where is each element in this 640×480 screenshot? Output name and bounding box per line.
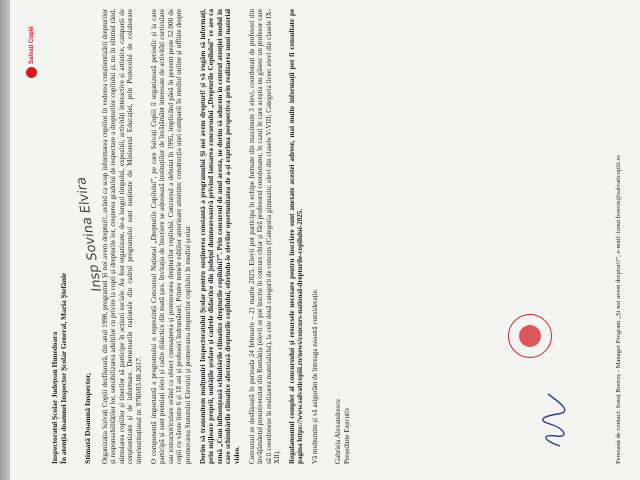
letter-paper: [10, 0, 640, 480]
signature-block: [334, 9, 352, 464]
letter-body: [28, 9, 352, 464]
contact-footer: Persoană de contact: Ionuț Boeroș - Manager Program „Și noi avem drepturi!”, e-mail: ionut.boeros@salvaticopiii.ro: [615, 155, 622, 464]
paragraph-3: Dorim să transmitem mulțumiri Inspectoratului Școlar pentru susținerea constantă a programului Și noi avem drepturi! și vă rugăm să informați, prin mijloace proprii, unitățile școlare și cadrele didactice din județul dumneavoastră privind lansarea concursului „Drepturile Copilului” ce are ca temă „Cum influențează schimbările climatice drepturile copilului?”. Prin concursul de anul acesta, ne dorim să aducem în centrul atenției modul în care schimbările climatice afectează drepturile copilului, oferindu-le elevilor oportunitatea de a-și exprima perspectiva prin realizarea unui material video.: [198, 9, 241, 464]
handwritten-note: Insp Sovina Elvira: [74, 175, 105, 293]
paragraph-2: O componentă importantă a programului o reprezintă Concursul Național „Drepturile Copilului”, pe care Salvați Copiii îl organizează periodic și la care participă și sunt premiați elevi și cadre didactice din toată țara. Invitația de înscriere se adresează instituțiilor de învățământ interesate de activități curriculare sau extracurriculare având ca obiect cunoașterea și promovarea drepturilor copilului. Concursul a debutat în 1995, implicând până în prezent peste 52.000 de copii cu vârste între 6 și 18 ani și profesori îndrumători. Printre temele ediților anterioare amintim: construcția unei campanii în mediul online și offline despre promovarea Statutului Elevului și promovarea drepturilor copilului în mediul școlar.: [149, 9, 192, 464]
organization-stamp: [508, 314, 552, 358]
stamp-emblem: [519, 325, 541, 347]
logo-text: Salvați Copiii: [28, 26, 35, 64]
signer-title: Președinte Executiv: [342, 407, 351, 464]
signer-name: Gabriela Alexandrescu: [333, 399, 342, 464]
paragraph-4: Concursul se desfășoară în perioada 24 februarie – 21 martie 2025. Elevii pot participa în echipe formate din maximum 3 elevi, coordonați de profesori din învățământul preuniversitar din România (elevii se pot înscrie în concurs chiar și fără profesorul coordonator, în cazul în care aceștia nu găsesc un profesor care să îi coordoneze în realizarea materialului), la cele două categorii de concurs (Categoria gimnaziu: elevi din clasele V-VIII; Categoria licee: elevi din clasele IX-XII).: [247, 9, 282, 464]
recipient-line-1: Inspectoratul Școlar Județean Hunedoara: [50, 331, 59, 464]
handwritten-signature: [538, 390, 568, 450]
recipient-block: [50, 9, 68, 464]
paragraph-5: Regulamentul complet al concursului și resursele necesare pentru înscriere sunt anexate acestei adrese, mai multe informații pot fi consultate pe pagina https://www.salvaticopiii.ro/news/concurs-national-drepturile-copilului-2025.: [287, 9, 305, 464]
closing-line: Vă mulțumim și vă asigurăm de întreaga noastră considerație.: [311, 288, 320, 464]
letter-rotated-content: [10, 0, 640, 480]
salutation: Stimată Doamnă Inspector,: [83, 373, 92, 464]
recipient-line-2: În atenția doamnei Inspector Școlar General, Maria Ștefănie: [59, 272, 68, 464]
paragraph-1: Organizația Salvați Copiii dezfășoară, din anul 1990, programul Și noi avem drepturi!, având ca scop informarea copiilor în vederea conștientizării drepturilor și responsabilităților lor, sensibilizarea adulților cu privire la copii și drepturile lor, creșterea gradului de respectare a drepturilor copilului și, nu în ultimul rând, stimularea copiilor și tinerilor să participe în acțiuni sociale. Au fost organizate, de-a lungul timpului, expoziții, activități interactive și artistice, campanii de conștientizare și de informare. Demersurile naționale din cadrul programului sunt susținute de Ministerul Educației, prin Protocolul de colaborare interinstituțional nr. 9780/03.08.2017.: [100, 9, 143, 464]
